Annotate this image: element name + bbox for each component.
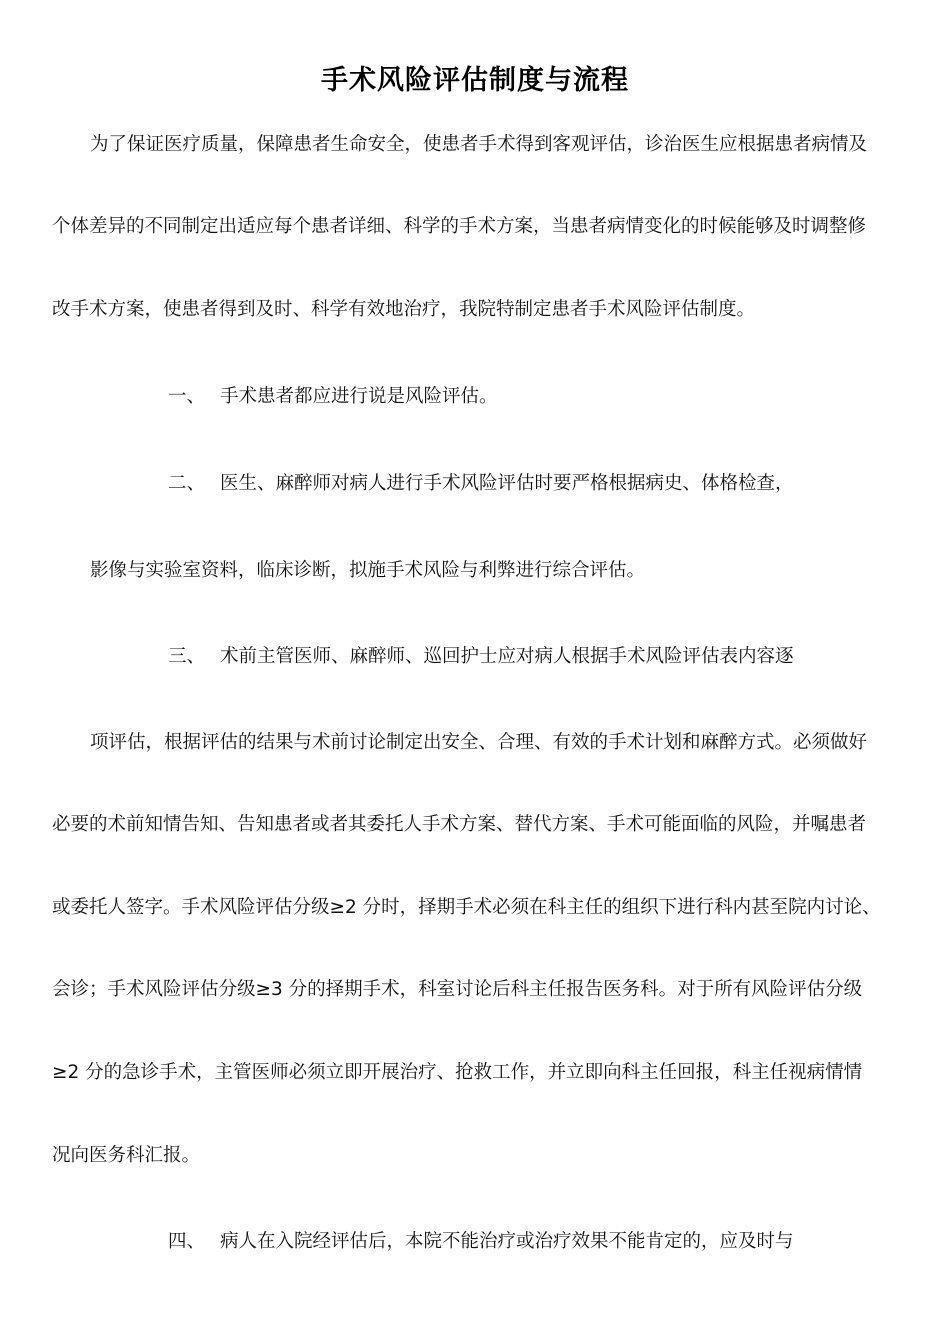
item-4-text: 病人在入院经评估后，本院不能治疗或治疗效果不能肯定的，应及时与 bbox=[220, 1231, 794, 1252]
item-4-number: 四、 bbox=[168, 1231, 206, 1252]
item-3-number: 三、 bbox=[168, 646, 206, 667]
item-1-number: 一、 bbox=[168, 386, 206, 407]
intro-line-2: 个体差异的不同制定出适应每个患者详细、科学的手术方案，当患者病情变化的时候能够及时调整修 bbox=[52, 216, 867, 237]
item-3-text: 术前主管医师、麻醉师、巡回护士应对病人根据手术风险评估表内容逐 bbox=[220, 646, 794, 667]
item-2-text: 医生、麻醉师对病人进行手术风险评估时要严格根据病史、体格检查， bbox=[220, 473, 794, 494]
item-3-continuation-5: ≥2 分的急诊手术，主管医师必须立即开展治疗、抢救工作，并立即向科主任回报，科主任视病情情 bbox=[52, 1062, 863, 1083]
item-3-continuation-2: 必要的术前知情告知、告知患者或者其委托人手术方案、替代方案、手术可能面临的风险，并嘱患者 bbox=[52, 814, 867, 835]
intro-line-3: 改手术方案，使患者得到及时、科学有效地治疗，我院特制定患者手术风险评估制度。 bbox=[52, 299, 756, 320]
item-2-number: 二、 bbox=[168, 473, 206, 494]
item-2-continuation-1: 影像与实验室资料，临床诊断，拟施手术风险与利弊进行综合评估。 bbox=[90, 560, 646, 581]
item-3-continuation-4: 会诊；手术风险评估分级≥3 分的择期手术，科室讨论后科主任报告医务科。对于所有风险评估分级 bbox=[52, 979, 863, 1000]
intro-line-1: 为了保证医疗质量，保障患者生命安全，使患者手术得到客观评估，诊治医生应根据患者病情及 bbox=[90, 134, 868, 155]
item-3-continuation-3: 或委托人签字。手术风险评估分级≥2 分时，择期手术必须在科主任的组织下进行科内甚至院内讨论、 bbox=[52, 897, 881, 918]
item-3-continuation-6: 况向医务科汇报。 bbox=[52, 1145, 201, 1166]
document-title: 手术风险评估制度与流程 bbox=[321, 65, 629, 96]
item-1-text: 手术患者都应进行说是风险评估。 bbox=[220, 386, 498, 407]
item-3-continuation-1: 项评估，根据评估的结果与术前讨论制定出安全、合理、有效的手术计划和麻醉方式。必须做好 bbox=[90, 732, 868, 753]
